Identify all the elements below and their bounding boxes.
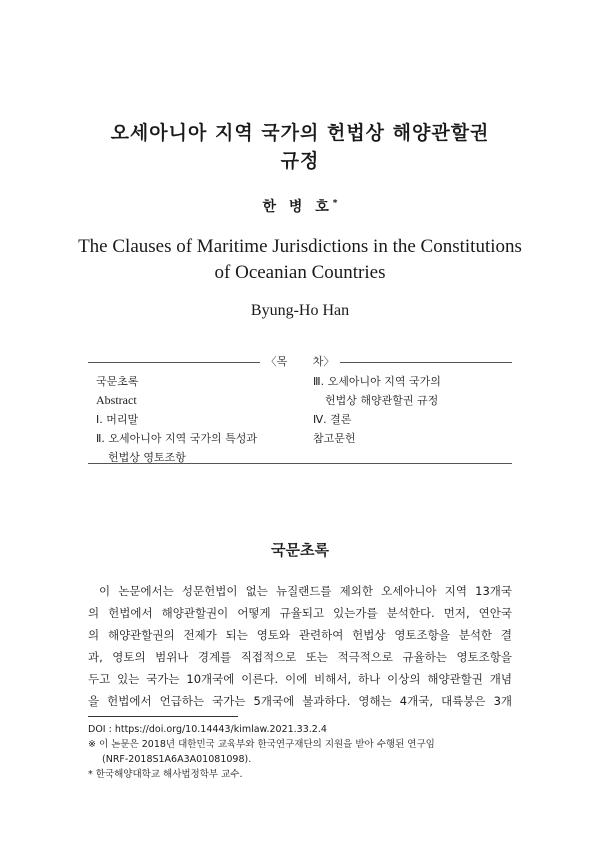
abstract-line: 의 해양관할권의 전제가 되는 영토와 관련하여 헌법상 영토조항을 분석한 결	[88, 628, 512, 642]
toc-item: Ⅳ. 결론	[313, 413, 352, 426]
toc-heading	[0, 353, 600, 369]
abstract-body	[88, 580, 512, 712]
korean-title-line-2: 규정	[280, 150, 320, 172]
footnotes	[88, 722, 512, 782]
korean-author	[0, 196, 600, 216]
abstract-line: 이 논문에서는 성문헌법이 없는 뉴질랜드를 제외한 오세아니아 지역 13개국	[99, 584, 512, 598]
abstract-line: 의 헌법에서 해양관할권이 어떻게 규율되고 있는가를 분석한다. 먼저, 연안국	[88, 606, 512, 620]
toc-item: Ⅰ. 머리말	[96, 413, 139, 426]
english-author: Byung-Ho Han	[250, 302, 350, 319]
korean-author-name: 한 병 호	[262, 199, 333, 215]
toc-left-column	[96, 372, 311, 467]
toc-item: Ⅱ. 오세아니아 지역 국가의 특성과	[96, 432, 258, 445]
footnote-line: * 한국해양대학교 해사법정학부 교수.	[88, 769, 243, 780]
toc-heading-text: 〈목 차〉	[260, 355, 341, 368]
abstract-line: 두고 있는 국가는 10개국에 이른다. 이에 비해서, 하나 이상의 해양관할권 개념	[88, 672, 512, 686]
toc-item: Ⅲ. 오세아니아 지역 국가의	[313, 375, 441, 388]
toc-item: Abstract	[96, 393, 137, 407]
abstract-line: 과, 영토의 범위나 경계를 직접적으로 또는 적극적으로 규율하는 영토조항을	[88, 650, 512, 664]
footnote-line: ※ 이 논문은 2018년 대한민국 교육부와 한국연구재단의 지원을 받아 수행된 연구임	[88, 739, 435, 750]
footnote-divider	[88, 716, 238, 717]
toc-item: 국문초록	[96, 375, 139, 388]
toc-item: 헌법상 영토조항	[108, 451, 186, 464]
footnote-line: DOI : https://doi.org/10.14443/kimlaw.2021.33.2.4	[88, 724, 327, 735]
footnote-line: (NRF-2018S1A6A3A01081098).	[102, 754, 252, 765]
english-title-line-1: The Clauses of Maritime Jurisdictions in the Constitutions	[78, 236, 522, 257]
author-footnote-mark: *	[332, 198, 338, 209]
toc-right-column	[313, 372, 513, 448]
english-title-line-2: of Oceanian Countries	[214, 262, 386, 283]
toc-item: 참고문헌	[313, 432, 356, 445]
toc-item: 헌법상 해양관할권 규정	[325, 394, 439, 407]
korean-title-line-1: 오세아니아 지역 국가의 헌법상 해양관할권	[110, 122, 490, 144]
abstract-heading: 국문초록	[271, 541, 329, 559]
abstract-line: 을 헌법에서 언급하는 국가는 5개국에 불과하다. 영해는 4개국, 대륙붕은 3개	[88, 694, 512, 708]
